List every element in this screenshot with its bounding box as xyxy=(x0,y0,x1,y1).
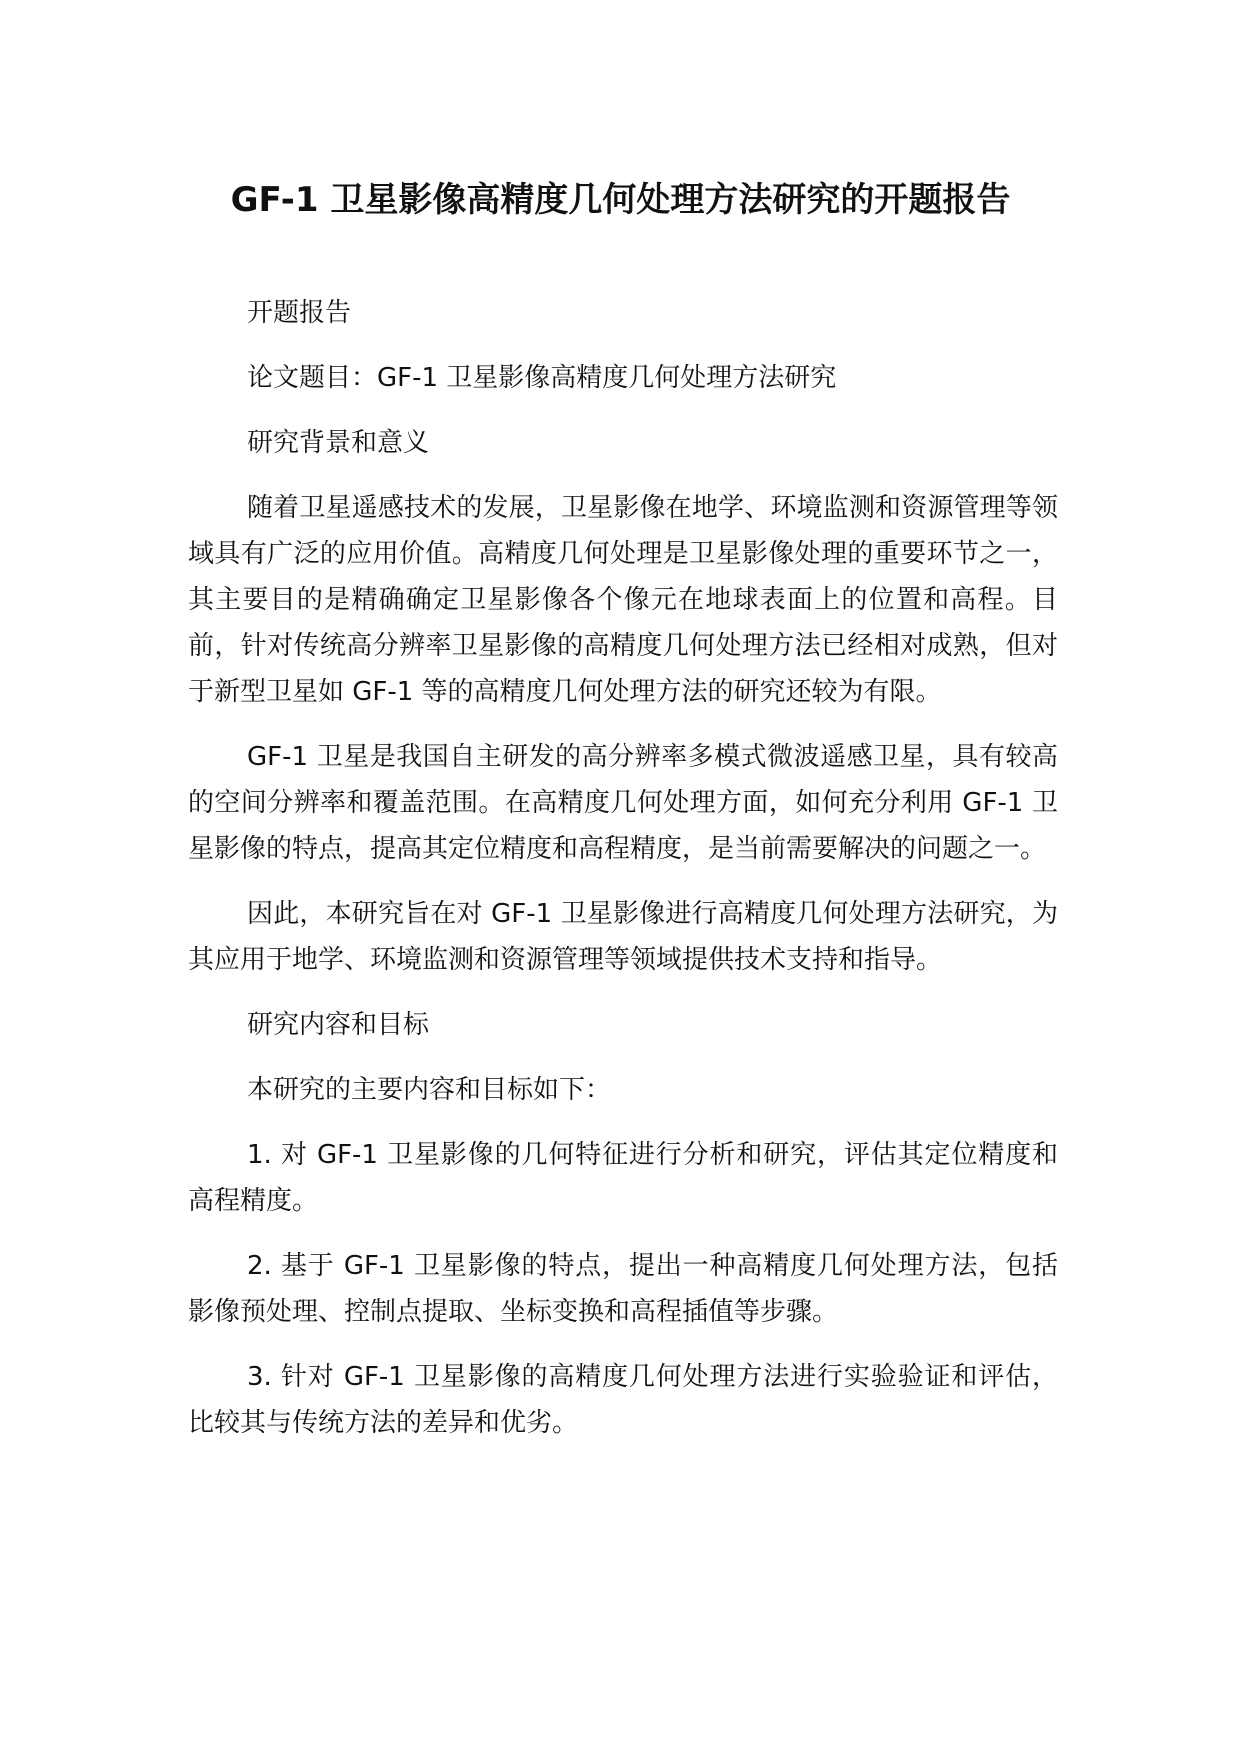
document-title: GF-1 卫星影像高精度几何处理方法研究的开题报告 xyxy=(230,180,1011,220)
section-heading-background: 研究背景和意义 xyxy=(247,428,430,458)
paragraph-background-2: GF-1 卫星是我国自主研发的高分辨率多模式微波遥感卫星，具有较高的空间分辨率和覆盖范围。在高精度几何处理方面，如何充分利用 GF-1 卫星影像的特点，提高其定位精度和高程精度，是当前需要解决的问题之一。 xyxy=(188,742,1058,864)
list-item-2: 2. 基于 GF-1 卫星影像的特点，提出一种高精度几何处理方法，包括影像预处理、控制点提取、坐标变换和高程插值等步骤。 xyxy=(188,1251,1058,1327)
paragraph-background-3: 因此，本研究旨在对 GF-1 卫星影像进行高精度几何处理方法研究，为其应用于地学、环境监测和资源管理等领域提供技术支持和指导。 xyxy=(188,899,1058,975)
list-item-1: 1. 对 GF-1 卫星影像的几何特征进行分析和研究，评估其定位精度和高程精度。 xyxy=(188,1140,1058,1216)
paragraph-background-1: 随着卫星遥感技术的发展，卫星影像在地学、环境监测和资源管理等领域具有广泛的应用价值。高精度几何处理是卫星影像处理的重要环节之一，其主要目的是精确确定卫星影像各个像元在地球表面上的位置和高程。目前，针对传统高分辨率卫星影像的高精度几何处理方法已经相对成熟，但对于新型卫星如 GF-1 等的高精度几何处理方法的研究还较为有限。 xyxy=(188,493,1058,707)
document-body xyxy=(188,290,1058,1465)
paragraph-content-intro: 本研究的主要内容和目标如下： xyxy=(247,1075,612,1105)
section-heading-content: 研究内容和目标 xyxy=(247,1010,430,1040)
paragraph-thesis-title: 论文题目：GF-1 卫星影像高精度几何处理方法研究 xyxy=(247,363,837,393)
paragraph-heading-report: 开题报告 xyxy=(247,298,352,328)
list-item-3: 3. 针对 GF-1 卫星影像的高精度几何处理方法进行实验验证和评估，比较其与传统方法的差异和优劣。 xyxy=(188,1362,1058,1438)
